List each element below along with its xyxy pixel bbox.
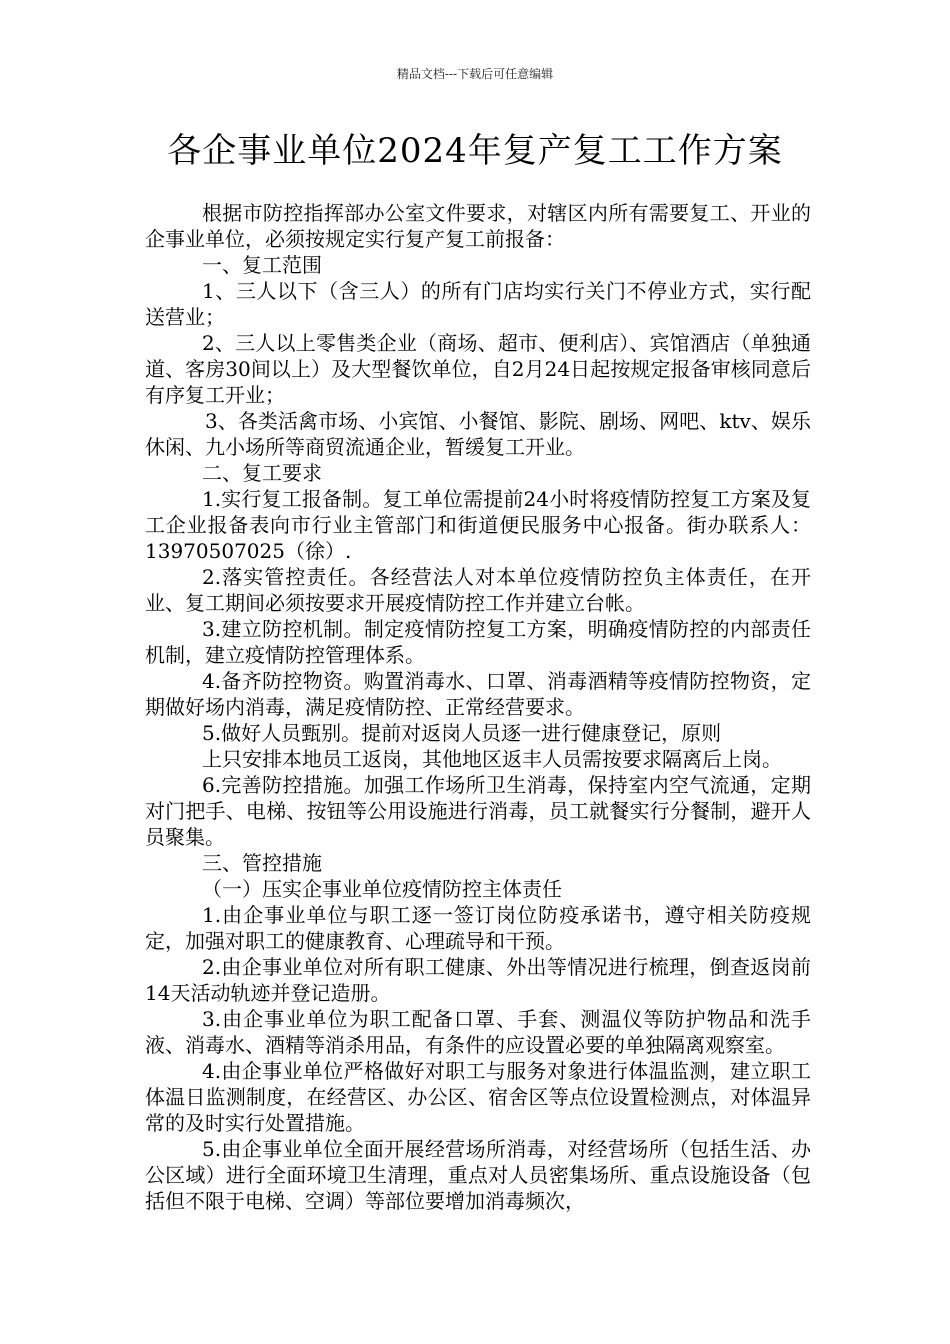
paragraph: 3.由企事业单位为职工配备口罩、手套、测温仪等防护物品和洗手液、消毒水、酒精等消杀用品，有条件的应设置必要的单独隔离观察室。 [145,1007,811,1057]
section-heading: 一、复工范围 [202,253,322,277]
paragraph: 4.由企事业单位严格做好对职工与服务对象进行体温监测，建立职工体温日监测制度，在经营区、办公区、宿舍区等点位设置检测点，对体温异常的及时实行处置措施。 [145,1059,811,1135]
paragraph: 根据市防控指挥部办公室文件要求，对辖区内所有需要复工、开业的企事业单位，必须按规定实行复产复工前报备： [145,201,811,251]
paragraph: 1、三人以下（含三人）的所有门店均实行关门不停业方式，实行配送营业； [145,279,811,329]
paragraph: 5.做好人员甄别。提前对返岗人员逐一进行健康登记，原则 [202,721,722,745]
document-title: 各企事业单位2024年复产复工工作方案 [167,131,783,171]
section-heading: 三、管控措施 [202,851,322,875]
paragraph: 1.由企事业单位与职工逐一签订岗位防疫承诺书，遵守相关防疫规定，加强对职工的健康教育、心理疏导和干预。 [145,903,811,953]
paragraph: 5.由企事业单位全面开展经营场所消毒，对经营场所（包括生活、办公区域）进行全面环境卫生清理，重点对人员密集场所、重点设施设备（包括但不限于电梯、空调）等部位要增加消毒频次， [145,1137,811,1213]
paragraph: 2.由企事业单位对所有职工健康、外出等情况进行梳理，倒查返岗前14天活动轨迹并登记造册。 [145,955,811,1005]
paragraph: 6.完善防控措施。加强工作场所卫生消毒，保持室内空气流通，定期对门把手、电梯、按钮等公用设施进行消毒，员工就餐实行分餐制，避开人员聚集。 [145,773,811,849]
paragraph: 上只安排本地员工返岗，其他地区返丰人员需按要求隔离后上岗。 [202,747,782,771]
paragraph: 2.落实管控责任。各经营法人对本单位疫情防控负主体责任，在开业、复工期间必须按要求开展疫情防控工作并建立台帐。 [145,565,811,615]
subsection-heading: （一）压实企事业单位疫情防控主体责任 [202,877,562,901]
header-note: 精品文档---下载后可任意编辑 [396,67,554,81]
section-heading: 二、复工要求 [202,461,322,485]
paragraph: 4.备齐防控物资。购置消毒水、口罩、消毒酒精等疫情防控物资，定期做好场内消毒，满足疫情防控、正常经营要求。 [145,669,811,719]
paragraph: 3.建立防控机制。制定疫情防控复工方案，明确疫情防控的内部责任机制，建立疫情防控管理体系。 [145,617,811,667]
document-body [145,200,811,1214]
paragraph: 1.实行复工报备制。复工单位需提前24小时将疫情防控复工方案及复工企业报备表向市行业主管部门和街道便民服务中心报备。街办联系人：13970507025（徐）. [145,487,811,563]
paragraph: 2、三人以上零售类企业（商场、超市、便利店）、宾馆酒店（单独通道、客房30间以上）及大型餐饮单位，自2月24日起按规定报备审核同意后有序复工开业； [145,331,811,407]
paragraph: 3、各类活禽市场、小宾馆、小餐馆、影院、剧场、网吧、ktv、娱乐休闲、九小场所等商贸流通企业，暂缓复工开业。 [145,409,811,459]
